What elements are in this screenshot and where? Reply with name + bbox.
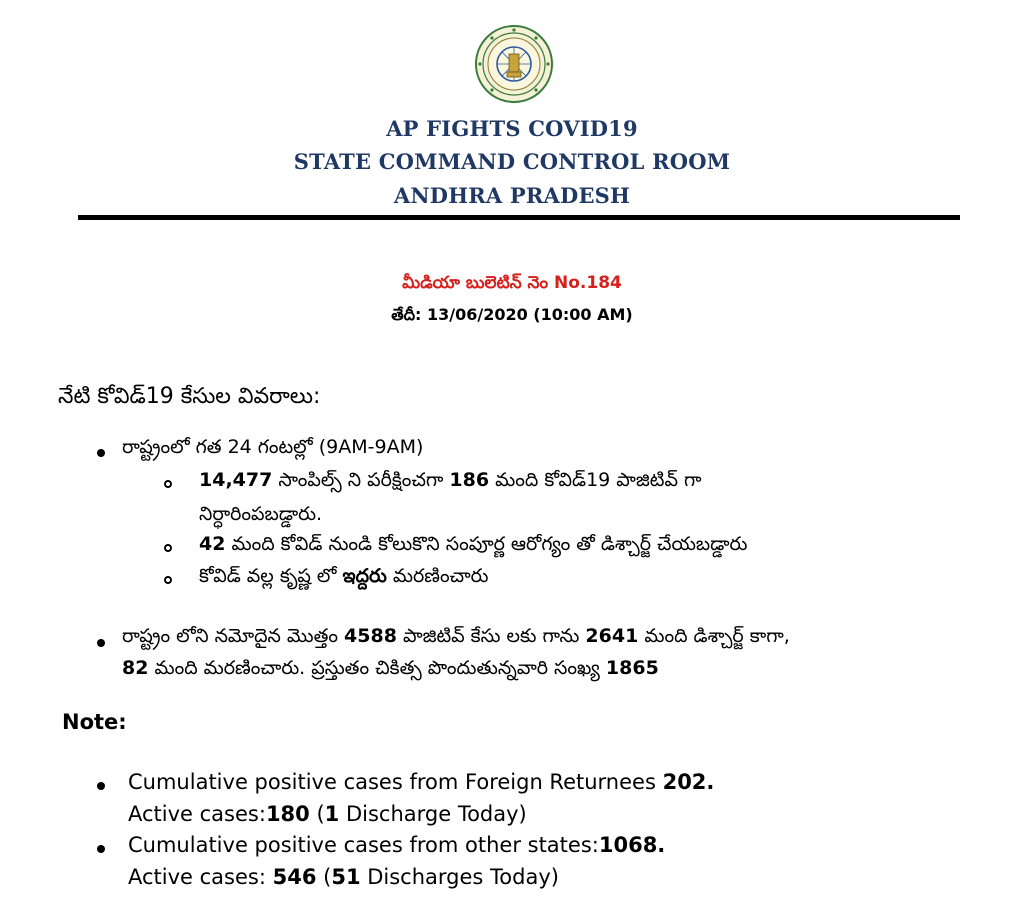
bullet-1-text: రాష్ట్రంలో గత 24 గంటల్లో (9AM-9AM) [122, 436, 424, 458]
other-states-count: 1068. [598, 833, 666, 857]
bullet-dot [97, 639, 105, 647]
foreign-returnees-count: 202. [662, 770, 715, 794]
total-discharged: 2641 [585, 625, 639, 647]
note-2-line-1 [128, 833, 665, 857]
samples-count: 14,477 [199, 469, 273, 491]
note-1-active-count: 180 [265, 802, 310, 826]
bullet-2-part4: మంది మరణించారు. ప్రస్తుతం చికిత్స పొందుతున్నవారి సంఖ్య [148, 657, 606, 679]
bullet-dot [97, 845, 105, 853]
note-1-line-1 [128, 770, 714, 794]
note-1-line-2 [128, 802, 527, 826]
sub-bullet-3-part2: మరణించారు [386, 565, 489, 587]
sub-bullet-1-text [199, 469, 702, 496]
bulletin-date [0, 305, 1024, 328]
note-2-discharge-text: Discharges Today) [360, 865, 559, 889]
total-positive: 4588 [344, 625, 397, 647]
bullet-2-part3: మంది డిశ్చార్జ్ కాగా, [638, 625, 790, 647]
sub-bullet-circle [164, 544, 172, 552]
sub-bullet-3-text [199, 565, 488, 592]
positive-count: 186 [449, 469, 490, 491]
note-2-text: Cumulative positive cases from other states: [128, 833, 599, 857]
bulletin-title: మీడియా బులెటిన్ నెం No.184 [402, 273, 622, 293]
header-line-2: STATE COMMAND CONTROL ROOM [293, 149, 731, 174]
note-1-active-label: Active cases: [128, 802, 266, 826]
note-2-active-count: 546 [272, 865, 317, 889]
sub-bullet-circle [164, 576, 172, 584]
sub-bullet-1-continuation: నిర్ధారింపబడ్డారు. [199, 503, 323, 525]
note-1-discharge-count: 1 [324, 802, 340, 826]
date-value: : 13/06/2020 (10:00 AM) [415, 305, 633, 324]
sub-bullet-1-part1: సాంపిల్స్ ని పరీక్షించగా [272, 469, 450, 491]
note-2-discharge-count: 51 [331, 865, 361, 889]
total-deaths: 82 [122, 657, 149, 679]
active-total: 1865 [605, 657, 659, 679]
note-2-line-2 [128, 865, 559, 889]
sub-bullet-1-part2: మంది కోవిడ్19 పాజిటివ్ గా [489, 469, 702, 491]
note-1-paren: ( [309, 802, 325, 826]
note-2-active-label: Active cases: [128, 865, 273, 889]
note-1-discharge-text: Discharge Today) [339, 802, 527, 826]
section-heading: నేటి కోవిడ్19 కేసుల వివరాలు: [58, 384, 321, 409]
note-1-text: Cumulative positive cases from Foreign Returnees [128, 770, 663, 794]
bullet-dot [97, 449, 105, 457]
header-line-1: AP FIGHTS COVID19 [386, 116, 638, 141]
discharged-count: 42 [199, 533, 226, 555]
ap-state-emblem [474, 24, 554, 104]
bullet-2-text [122, 625, 790, 652]
bullet-dot [97, 782, 105, 790]
date-label: తేదీ [391, 305, 416, 324]
header-divider [78, 215, 960, 220]
note-label: Note: [62, 710, 127, 734]
bullet-2-part2: పాజిటివ్ కేసు లకు గాను [396, 625, 586, 647]
bullet-2-part1: రాష్ట్రం లోని నమోదైన మొత్తం [122, 625, 345, 647]
sub-bullet-circle [164, 480, 172, 488]
bullet-2-continuation [122, 657, 659, 684]
header-line-3: ANDHRA PRADESH [393, 183, 631, 208]
sub-bullet-2-text [199, 533, 747, 560]
note-2-paren: ( [316, 865, 332, 889]
sub-bullet-3-part1: కోవిడ్ వల్ల కృష్ణ లో [199, 565, 343, 587]
sub-bullet-2-part: మంది కోవిడ్ నుండి కోలుకొని సంపూర్ణ ఆరోగ్యం తో డిశ్చార్జ్ చేయబడ్డారు [225, 533, 748, 555]
deaths-word: ఇద్దరు [342, 565, 387, 587]
